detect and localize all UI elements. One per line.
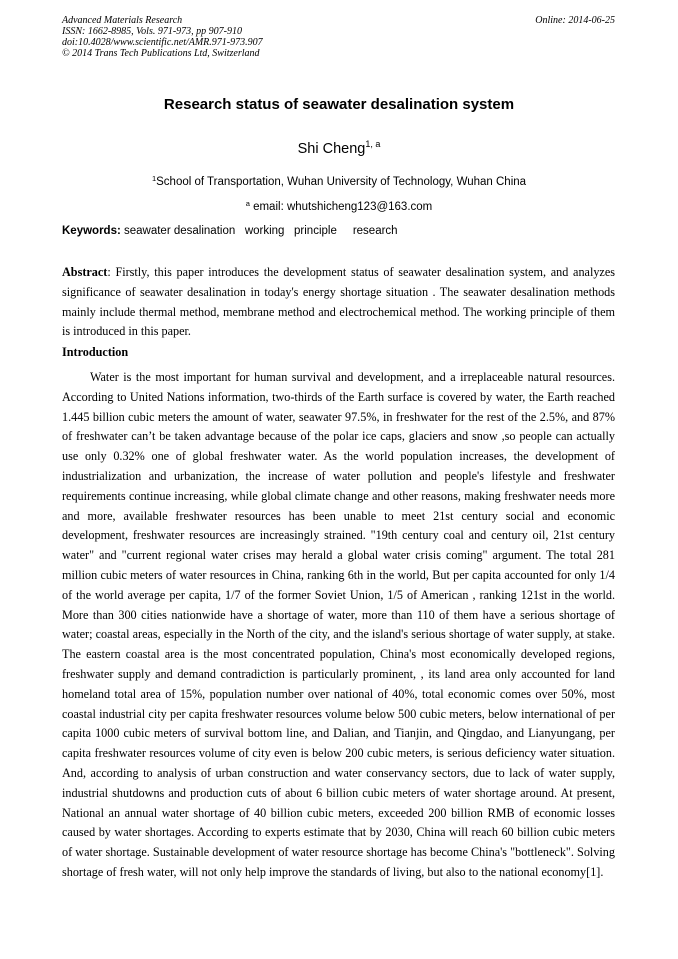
- paper-title: Research status of seawater desalination system: [163, 96, 515, 113]
- section-heading-introduction: Introduction: [62, 345, 129, 359]
- author-superscript: 1, a: [365, 139, 381, 149]
- affiliation-text: School of Transportation, Wuhan University of Technology, Wuhan China: [156, 176, 527, 188]
- journal-copyright: © 2014 Trans Tech Publications Ltd, Switzerland: [62, 48, 260, 59]
- keywords-text: seawater desalination working principle research: [120, 225, 398, 237]
- abstract-label: Abstract: [62, 265, 108, 279]
- journal-header: [62, 15, 615, 59]
- email-text: email: whutshicheng123@163.com: [249, 201, 433, 213]
- keywords-label: Keywords:: [62, 225, 121, 237]
- abstract-text: : Firstly, this paper introduces the development status of seawater desalination system, and analyzes significance of seawater desalination in today's energy shortage situation . The seawater desalination methods mainly include thermal method, membrane method and electrochemical method. The working principle of them is introduced in this paper.: [62, 265, 615, 339]
- keywords-line: [62, 225, 615, 237]
- email-line: [0, 199, 678, 213]
- journal-issn: ISSN: 1662-8985, Vols. 971-973, pp 907-910: [62, 26, 242, 37]
- affiliation-superscript: 1: [151, 174, 157, 183]
- affiliation-line: [0, 174, 678, 188]
- author-line: [0, 139, 678, 157]
- introduction-paragraph: Water is the most important for human survival and development, and a irreplaceable natural resources. According to United Nations information, two-thirds of the Earth surface is covered by water, the Earth reached 1.445 billion cubic meters the amount of water, seawater 97.5%, in freshwater for the rest of the 2.5%, and 87% of freshwater can’t be taken advantage because of the polar ice caps, glaciers and snow ,so people can actually use only 0.32% one of global freshwater water. As the world population increases, the development of industrialization and urbanization, the increase of water pollution and people's lifestyle and freshwater requirements continue increasing, while global climate change and other reasons, making freshwater needs more and more, available freshwater resources has been unable to meet 21st century social and economic development, freshwater resources are increasingly strained. "19th century coal and century oil, 21st century water" and "current regional water crises may herald a global water crisis coming" argument. The total 281 million cubic meters of water resources in China, ranking 6th in the world, But per capita accounted for only 1/4 of the world average per capita, 1/7 of the former Soviet Union, 1/5 of American , ranking 121st in the world. More than 300 cities nationwide have a shortage of water, more than 110 of them have a serious shortage of water; coastal areas, especially in the North of the city, and the island's serious shortage of water supply, at stake. The eastern coastal area is the most concentrated population, China's most economically developed regions, freshwater supply and demand contradiction is particularly prominent, , its land area only accounted for land homeland total area of 15%, population number over national of 40%, total economic comes over 50%, most coastal industrial city per capita freshwater resources volume below 500 cubic meters, below international of per capita 1000 cubic meters of survival bottom line, and Dalian, and Tianjin, and Qingdao, and Lianyungang, per capita freshwater resources volume of city even is below 200 cubic meters, is serious deficiency water situation. And, according to analysis of urban construction and water conservancy sectors, due to lack of water supply, industrial shutdowns and production cuts of about 6 billion cubic meters of water shortage around. At present, National an annual water shortage of 40 billion cubic meters, exceeded 200 billion RMB of economic losses caused by water shortages. According to experts estimate that by 2030, China will reach 60 billion cubic meters of water shortage. Sustainable development of water resource shortage has become China's "bottleneck". Solving shortage of fresh water, will not only help improve the standards of living, but also to the national economy[1].: [62, 370, 615, 879]
- email-superscript: a: [245, 199, 250, 208]
- online-date: Online: 2014-06-25: [535, 15, 615, 26]
- author-name: Shi Cheng: [297, 141, 366, 157]
- journal-doi: doi:10.4028/www.scientific.net/AMR.971-973.907: [62, 37, 263, 48]
- abstract-paragraph: [62, 263, 615, 342]
- journal-name: Advanced Materials Research: [62, 15, 183, 26]
